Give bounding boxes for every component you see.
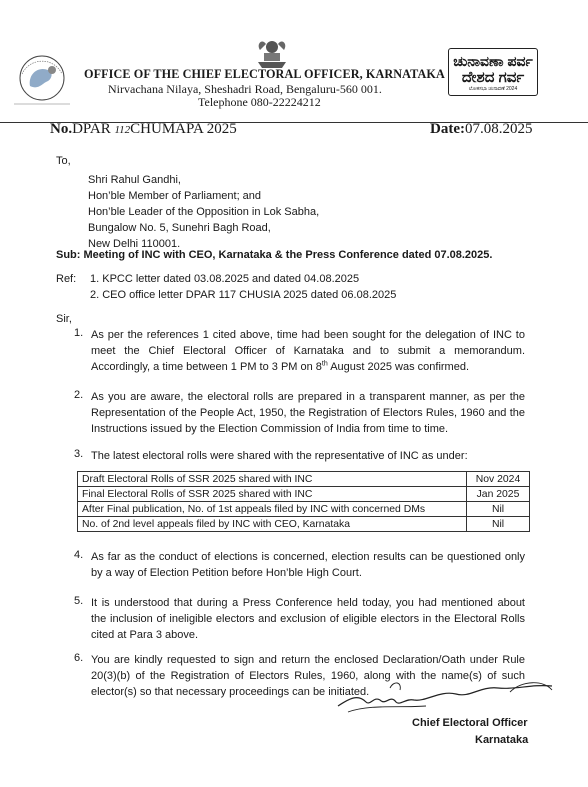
paragraph-line: Instructions issued by the Election Commission of India from time to time.	[91, 423, 449, 435]
letter-number-value: DPAR	[72, 121, 115, 137]
paragraph-line: Representation of the People Act, 1950, the Registration of Electors Rules, 1960 and the	[91, 407, 525, 419]
paragraph-text: Accordingly, a time between 1 PM to 3 PM on 8	[91, 361, 322, 373]
office-title: OFFICE OF THE CHIEF ELECTORAL OFFICER, KARNATAKA	[84, 67, 445, 81]
para-number: 6.	[74, 652, 84, 664]
para-number: 4.	[74, 549, 84, 561]
paragraph-line: As per the references 1 cited above, time had been sought for the delegation of INC to	[91, 329, 525, 341]
table-row	[78, 472, 530, 487]
para-number: 2.	[74, 389, 84, 401]
election-badge	[448, 48, 538, 96]
paragraph-1	[91, 327, 525, 375]
handwritten-signature	[330, 676, 560, 716]
table-cell-item: Draft Electoral Rolls of SSR 2025 shared with INC	[78, 472, 467, 487]
paragraph-2	[91, 389, 525, 437]
table-cell-value: Nil	[467, 517, 530, 532]
table-cell-value: Jan 2025	[467, 487, 530, 502]
addressee-line: New Delhi 110001.	[88, 238, 181, 250]
ref-list	[90, 271, 396, 303]
table-cell-item: No. of 2nd level appeals filed by INC with CEO, Karnataka	[78, 517, 467, 532]
letter-number	[50, 121, 237, 138]
badge-line-2: ದೇಶದ ಗರ್ವ	[461, 69, 525, 86]
table-cell-value: Nov 2024	[467, 472, 530, 487]
addressee-line: Shri Rahul Gandhi,	[88, 174, 181, 186]
addressee-line: Hon’ble Member of Parliament; and	[88, 190, 262, 202]
table-row	[78, 502, 530, 517]
addressee-line: Bungalow No. 5, Sunehri Bagh Road,	[88, 222, 271, 234]
paragraph-line: cited at Para 3 above.	[91, 629, 199, 641]
paragraph-line: the inclusion of ineligible electors and exclusion of eligible electors in the Electoral Rolls	[91, 613, 525, 625]
signatory-state: Karnataka	[475, 734, 529, 746]
paragraph-line: As you are aware, the electoral rolls are prepared in a transparent manner, as per the	[91, 391, 525, 403]
letter-number-label: No.	[50, 121, 73, 137]
salutation: Sir,	[56, 313, 72, 325]
paragraph-3: The latest electoral rolls were shared with the representative of INC as under:	[91, 450, 468, 462]
ref-item: 1. KPCC letter dated 03.08.2025 and dated 04.08.2025	[90, 273, 360, 285]
letter-number-rest: CHUMAPA 2025	[130, 121, 237, 137]
subject-line: Sub: Meeting of INC with CEO, Karnataka & the Press Conference dated 07.08.2025.	[56, 249, 493, 261]
paragraph-line: It is understood that during a Press Conference held today, you had mentioned about	[91, 597, 525, 609]
para-number: 5.	[74, 595, 84, 607]
table-cell-value: Nil	[467, 502, 530, 517]
table-row	[78, 487, 530, 502]
office-phone: Telephone 080-22224212	[198, 95, 321, 109]
date-label: Date:	[430, 121, 465, 137]
paragraph-text: August 2025 was confirmed.	[327, 361, 470, 373]
para-number: 3.	[74, 448, 84, 460]
ref-item: 2. CEO office letter DPAR 117 CHUSIA 2025 dated 06.08.2025	[90, 289, 397, 301]
table-cell-item: After Final publication, No. of 1st appeals filed by INC with concerned DMs	[78, 502, 467, 517]
table-row	[78, 517, 530, 532]
para-number: 1.	[74, 327, 84, 339]
badge-line-3: ಲೋಕಸಭಾ ಚುನಾವಣೆ 2024	[468, 86, 518, 92]
paragraph-line: 20(3)(b) of the Registration of Electors Rules, 1960, along with the name(s) of such	[91, 670, 525, 682]
election-logo-icon	[8, 52, 76, 108]
letter-date	[430, 121, 532, 138]
paragraph-line: As far as the conduct of elections is concerned, election results can be questioned only	[91, 551, 525, 563]
ref-label: Ref:	[56, 273, 77, 285]
paragraph-line: by a way of Election Petition before Hon’ble High Court.	[91, 567, 362, 579]
office-address: Nirvachana Nilaya, Sheshadri Road, Bengaluru-560 001.	[108, 82, 382, 96]
addressee-line: Hon’ble Leader of the Opposition in Lok Sabha,	[88, 206, 320, 218]
paragraph-line: meet the Chief Electoral Officer of Karnataka and to submit a memorandum.	[91, 345, 525, 357]
addressee-block	[88, 172, 319, 252]
paragraph-line: elector(s) so that necessary proceedings can be initiated.	[91, 686, 370, 698]
superscript: th	[321, 360, 328, 368]
paragraph-line: You are kindly requested to sign and return the enclosed Declaration/Oath under Rule	[91, 654, 525, 666]
paragraph-4	[91, 549, 525, 581]
date-value: 07.08.2025	[464, 121, 533, 137]
signatory-designation: Chief Electoral Officer	[412, 717, 528, 729]
to-label: To,	[56, 155, 71, 167]
paragraph-5	[91, 595, 525, 643]
state-emblem-icon	[252, 36, 292, 70]
paragraph-line	[91, 359, 525, 375]
table-cell-item: Final Electoral Rolls of SSR 2025 shared with INC	[78, 487, 467, 502]
badge-line-1: ಚುನಾವಣಾ ಪರ್ವ	[453, 53, 533, 69]
electoral-rolls-table	[77, 471, 530, 532]
letter-number-handwritten: 112	[114, 124, 131, 136]
